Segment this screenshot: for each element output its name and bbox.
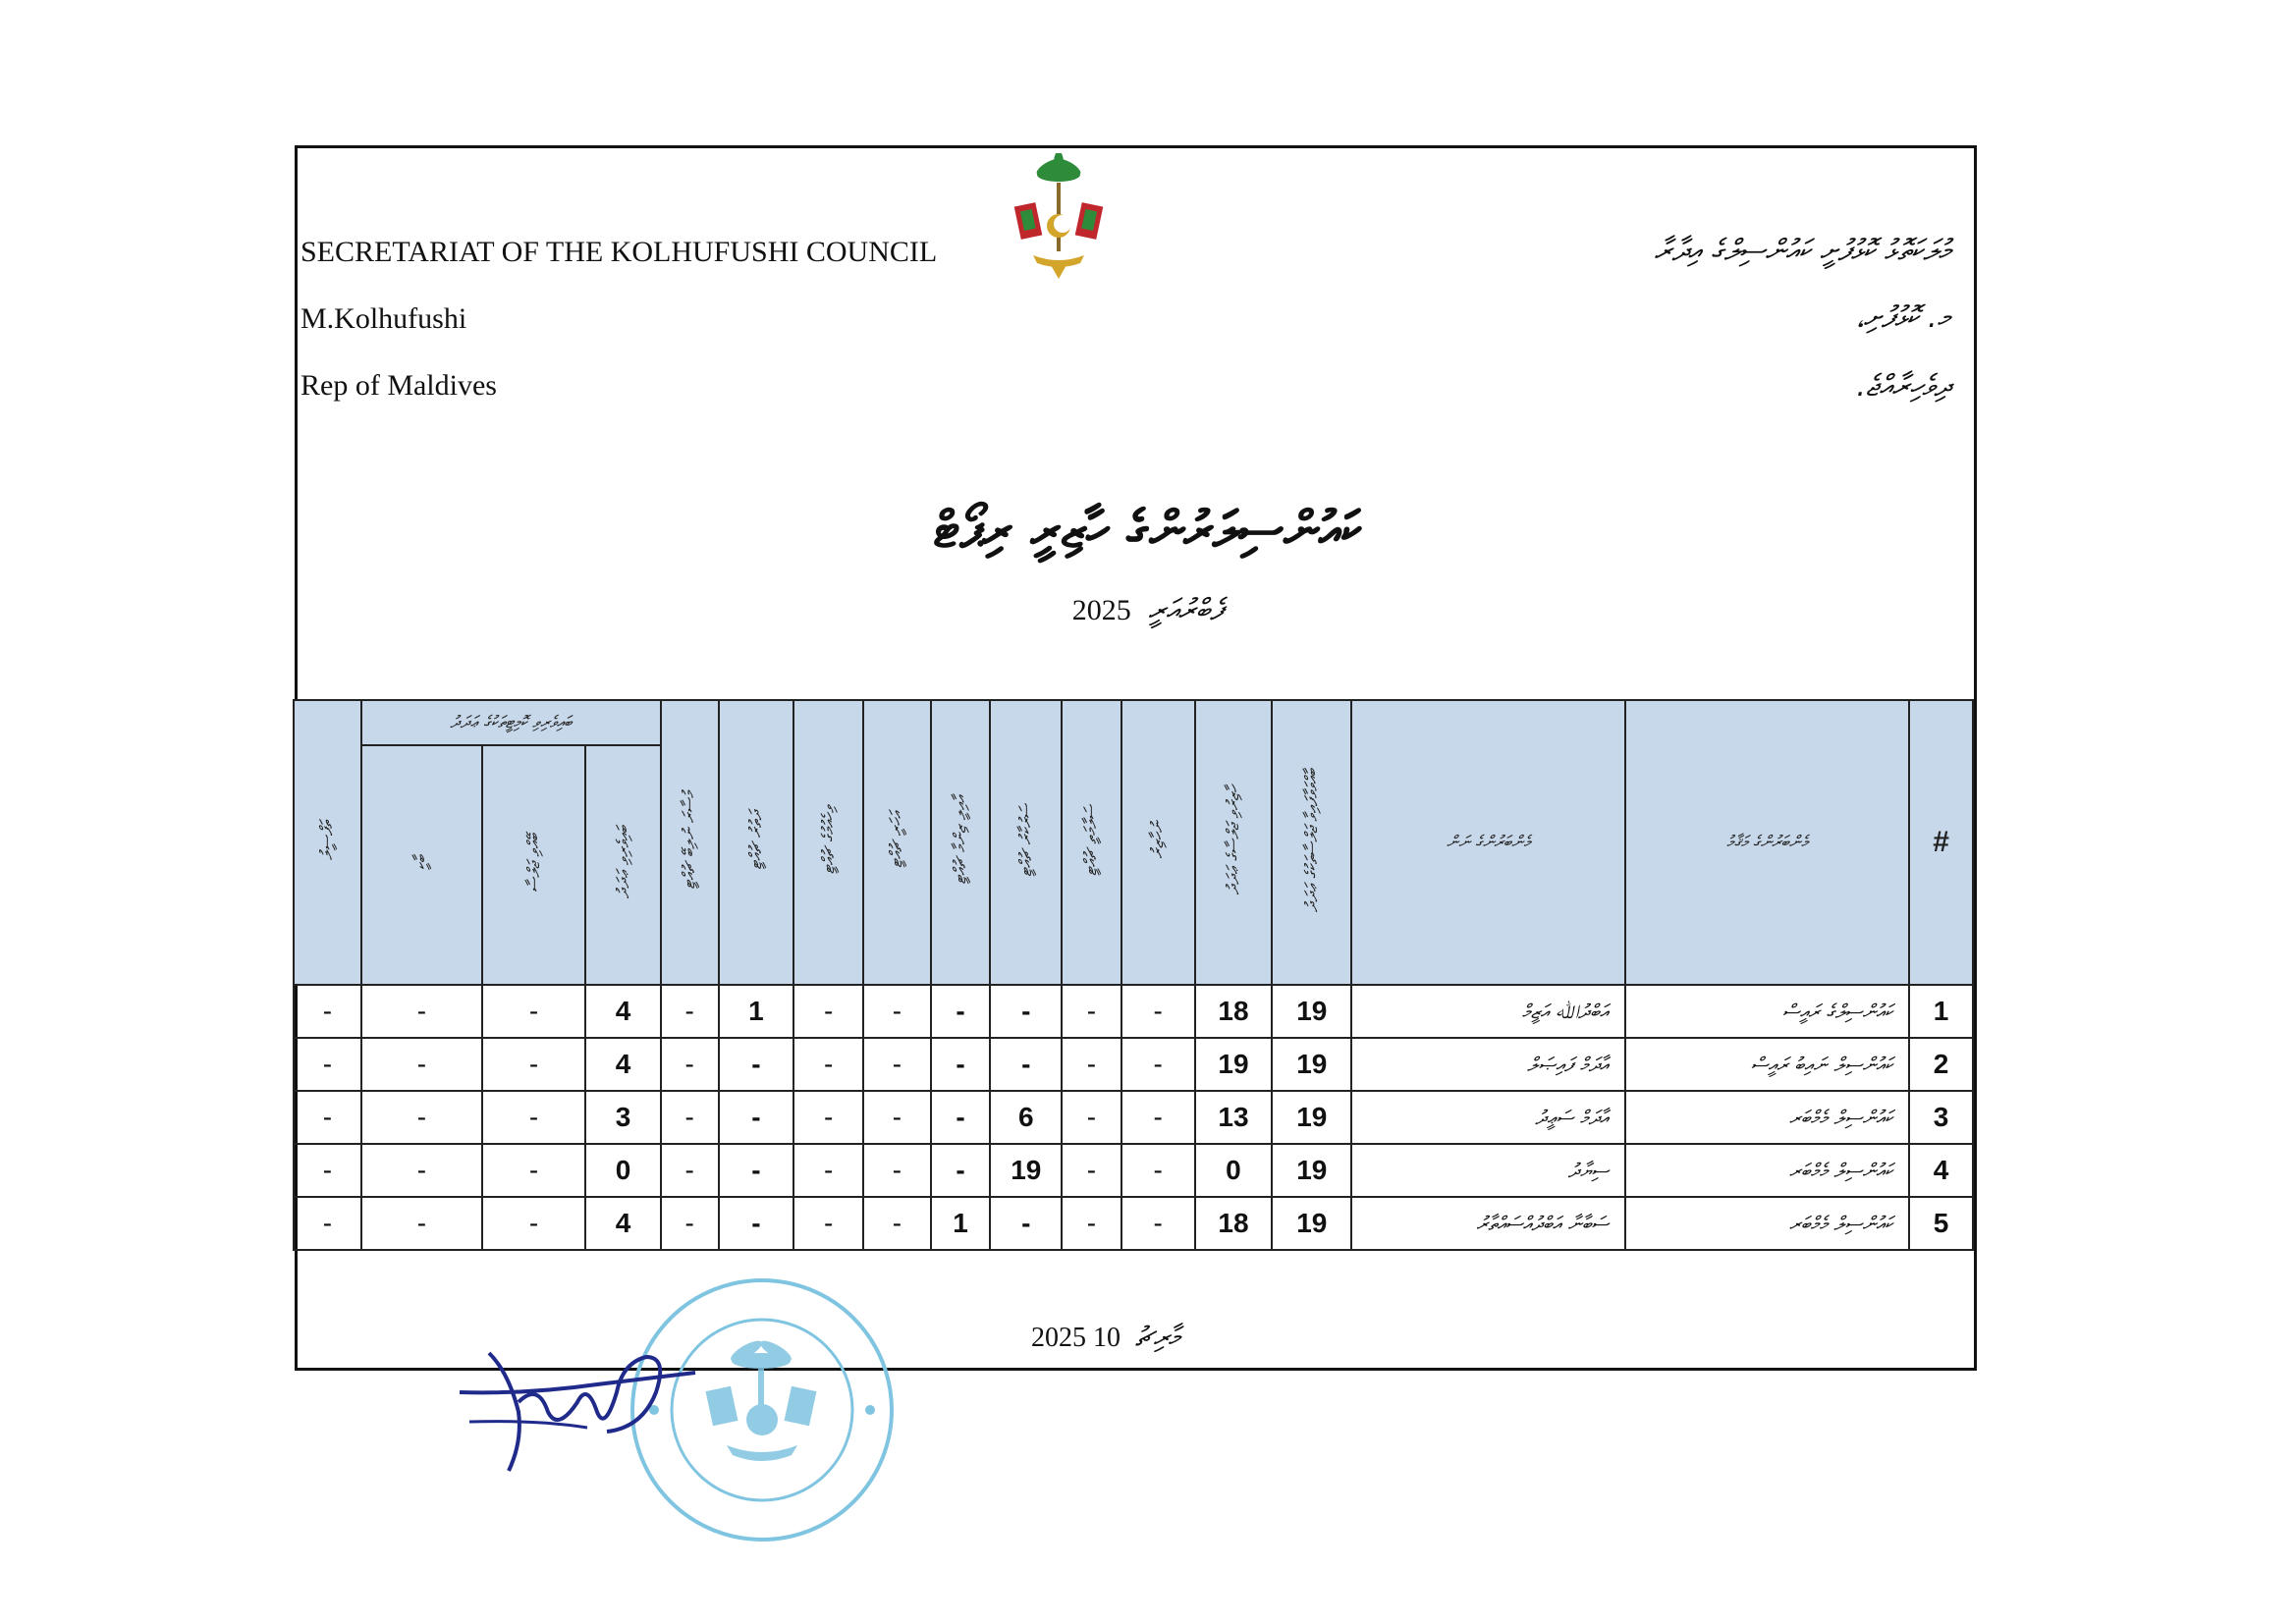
cell-committee-other: -	[361, 1144, 482, 1197]
cell-attended: 19	[1195, 1038, 1273, 1091]
cell-attended: 18	[1195, 985, 1273, 1038]
cell-remarks: -	[294, 1091, 361, 1144]
cell-member-name: އާދަމް ފައިޞަލް	[1351, 1038, 1625, 1091]
cell-committee-attended: 4	[585, 1038, 661, 1091]
col-committee-attended: ބައިވެރިވި ޢަދަދު	[585, 745, 661, 985]
cell-committee-attended: 4	[585, 1197, 661, 1250]
cell-official-leave: 19	[990, 1144, 1062, 1197]
cell-travel-leave: -	[719, 1144, 794, 1197]
cell-sick-leave: -	[1062, 1091, 1121, 1144]
report-month: ފެބްރުއަރީ	[1148, 593, 1225, 627]
cell-no-pay-leave: -	[661, 1197, 719, 1250]
cell-annual-leave: -	[863, 1038, 931, 1091]
cell-maternity-leave: -	[793, 1091, 863, 1144]
cell-member-name: އަބްދުﷲ އަޒީމް	[1351, 985, 1625, 1038]
cell-family-leave: -	[931, 985, 991, 1038]
cell-official-leave: 6	[990, 1091, 1062, 1144]
cell-member-name: ސަބާނާ އަބްދުއްސައްތާރު	[1351, 1197, 1625, 1250]
cell-number: 4	[1909, 1144, 1973, 1197]
cell-sick-leave: -	[1062, 1144, 1121, 1197]
cell-travel-leave: -	[719, 1091, 794, 1144]
col-annual-leave: އަހަރީ ޗުއްޓީ	[863, 700, 931, 985]
cell-maternity-leave: -	[793, 1197, 863, 1250]
cell-member-position: ކައުންސިލްގެ ރައީސް	[1625, 985, 1909, 1038]
cell-attended: 18	[1195, 1197, 1273, 1250]
cell-number: 5	[1909, 1197, 1973, 1250]
footer-day: 10	[1093, 1323, 1121, 1353]
cell-member-name: ސިޔާދު	[1351, 1144, 1625, 1197]
table-row	[294, 1091, 1973, 1144]
cell-member-position: ކައުންސިލް މެމްބަރ	[1625, 1197, 1909, 1250]
cell-absent: -	[1121, 1144, 1195, 1197]
cell-remarks: -	[294, 1144, 361, 1197]
cell-committee-other: -	[361, 1091, 482, 1144]
cell-sick-leave: -	[1062, 1197, 1121, 1250]
col-maternity-leave: ވިހެއުމުގެ ޗުއްޓީ	[793, 700, 863, 985]
col-no-pay-leave: މުސާރަ ނުލިބޭ ޗުއްޓީ	[661, 700, 719, 985]
cell-annual-leave: -	[863, 1091, 931, 1144]
cell-maternity-leave: -	[793, 985, 863, 1038]
cell-no-pay-leave: -	[661, 1144, 719, 1197]
col-number: #	[1909, 700, 1973, 985]
col-official-leave: ސަރުކާރު ޗުއްޓީ	[990, 700, 1062, 985]
national-emblem-icon	[1011, 153, 1106, 287]
cell-committee-attended: 0	[585, 1144, 661, 1197]
cell-remarks: -	[294, 1197, 361, 1250]
cell-member-name: އާދަމް ސަޢީދު	[1351, 1091, 1625, 1144]
col-travel-leave: ދަތުރު ޗުއްޓީ	[719, 700, 794, 985]
report-title: ކައުންސިލަރުންގެ ހާޒިރީ ރިޕޯޓް	[933, 501, 1363, 560]
cell-no-pay-leave: -	[661, 1038, 719, 1091]
cell-family-leave: 1	[931, 1197, 991, 1250]
cell-annual-leave: -	[863, 1144, 931, 1197]
cell-official-leave: -	[990, 1197, 1062, 1250]
attendance-table-wrap	[293, 699, 1974, 1251]
cell-committee-total: -	[482, 1038, 585, 1091]
cell-held-meetings: 19	[1272, 1038, 1351, 1091]
cell-absent: -	[1121, 1091, 1195, 1144]
cell-number: 3	[1909, 1091, 1973, 1144]
cell-held-meetings: 19	[1272, 985, 1351, 1038]
col-held-meetings: ބާއްވަވާފައިވާ ޖަލްސާތަކުގެ ޢަދަދު	[1272, 700, 1351, 985]
col-absent: ނުހާޒިރު	[1121, 700, 1195, 985]
table-row	[294, 1144, 1973, 1197]
attendance-table-body	[294, 985, 1973, 1250]
footer-month: މާރިޗު	[1135, 1321, 1179, 1353]
cell-family-leave: -	[931, 1144, 991, 1197]
cell-annual-leave: -	[863, 1197, 931, 1250]
cell-no-pay-leave: -	[661, 1091, 719, 1144]
country-name-dv: ދިވެހިރާއްޖެ.	[1856, 369, 1950, 404]
org-name-dv: މުލަކަތޮޅު ކޮޅުފުށީ ކައުންސިލްގެ އިދާރާ	[1654, 234, 1950, 268]
cell-number: 2	[1909, 1038, 1973, 1091]
cell-travel-leave: -	[719, 1197, 794, 1250]
signature-icon	[450, 1333, 705, 1481]
col-attended: ހާޒިރުވި ޖަލްސާގެ ޢަދަދު	[1195, 700, 1273, 985]
cell-committee-attended: 4	[585, 985, 661, 1038]
cell-committee-attended: 3	[585, 1091, 661, 1144]
cell-annual-leave: -	[863, 985, 931, 1038]
cell-maternity-leave: -	[793, 1144, 863, 1197]
cell-committee-total: -	[482, 1144, 585, 1197]
atoll-name-dv: މ. ކޮޅުފުށި،	[1856, 300, 1950, 335]
cell-member-position: ކައުންސިލް ނައިބު ރައީސް	[1625, 1038, 1909, 1091]
col-group-committees: ބައިވެރިވި ކޮމިޓީތަކުގެ ޢަދަދު	[361, 700, 661, 745]
cell-travel-leave: -	[719, 1038, 794, 1091]
cell-held-meetings: 19	[1272, 1197, 1351, 1250]
col-sick-leave: ސަލާމަތީ ޗުއްޓީ	[1062, 700, 1121, 985]
cell-committee-other: -	[361, 1197, 482, 1250]
cell-held-meetings: 19	[1272, 1091, 1351, 1144]
cell-sick-leave: -	[1062, 985, 1121, 1038]
cell-no-pay-leave: -	[661, 985, 719, 1038]
col-committee-other: ބާކީ	[361, 745, 482, 985]
country-name-en: Rep of Maldives	[301, 369, 497, 402]
cell-committee-total: -	[482, 1197, 585, 1250]
col-family-leave: އާއިލީ ޒިންމާ ޗުއްޓީ	[931, 700, 991, 985]
cell-committee-other: -	[361, 1038, 482, 1091]
cell-committee-other: -	[361, 985, 482, 1038]
cell-committee-total: -	[482, 985, 585, 1038]
cell-attended: 0	[1195, 1144, 1273, 1197]
cell-travel-leave: 1	[719, 985, 794, 1038]
table-row	[294, 1197, 1973, 1250]
cell-absent: -	[1121, 1197, 1195, 1250]
cell-official-leave: -	[990, 1038, 1062, 1091]
col-remarks: ތަފްސީލު	[294, 700, 361, 985]
footer-date	[1031, 1321, 1186, 1354]
cell-remarks: -	[294, 1038, 361, 1091]
cell-remarks: -	[294, 985, 361, 1038]
cell-maternity-leave: -	[793, 1038, 863, 1091]
cell-member-position: ކައުންސިލް މެމްބަރ	[1625, 1091, 1909, 1144]
col-committee-total: ބޭއްވި ޖަލްސާ	[482, 745, 585, 985]
cell-held-meetings: 19	[1272, 1144, 1351, 1197]
cell-member-position: ކައުންސިލް މެމްބަރ	[1625, 1144, 1909, 1197]
cell-absent: -	[1121, 1038, 1195, 1091]
cell-absent: -	[1121, 985, 1195, 1038]
cell-family-leave: -	[931, 1091, 991, 1144]
col-member-position: މެންބަރުންގެ މަޤާމު	[1625, 700, 1909, 985]
atoll-name-en: M.Kolhufushi	[301, 302, 467, 335]
table-row	[294, 1038, 1973, 1091]
cell-sick-leave: -	[1062, 1038, 1121, 1091]
cell-number: 1	[1909, 985, 1973, 1038]
attendance-table	[293, 699, 1974, 1251]
cell-family-leave: -	[931, 1038, 991, 1091]
table-row	[294, 985, 1973, 1038]
org-name-en: SECRETARIAT OF THE KOLHUFUSHI COUNCIL	[301, 236, 938, 268]
footer-year: 2025	[1031, 1323, 1086, 1353]
col-member-name: މެންބަރުންގެ ނަން	[1351, 700, 1625, 985]
cell-attended: 13	[1195, 1091, 1273, 1144]
report-year: 2025	[1071, 594, 1131, 626]
cell-official-leave: -	[990, 985, 1062, 1038]
cell-committee-total: -	[482, 1091, 585, 1144]
report-period	[0, 593, 2296, 627]
